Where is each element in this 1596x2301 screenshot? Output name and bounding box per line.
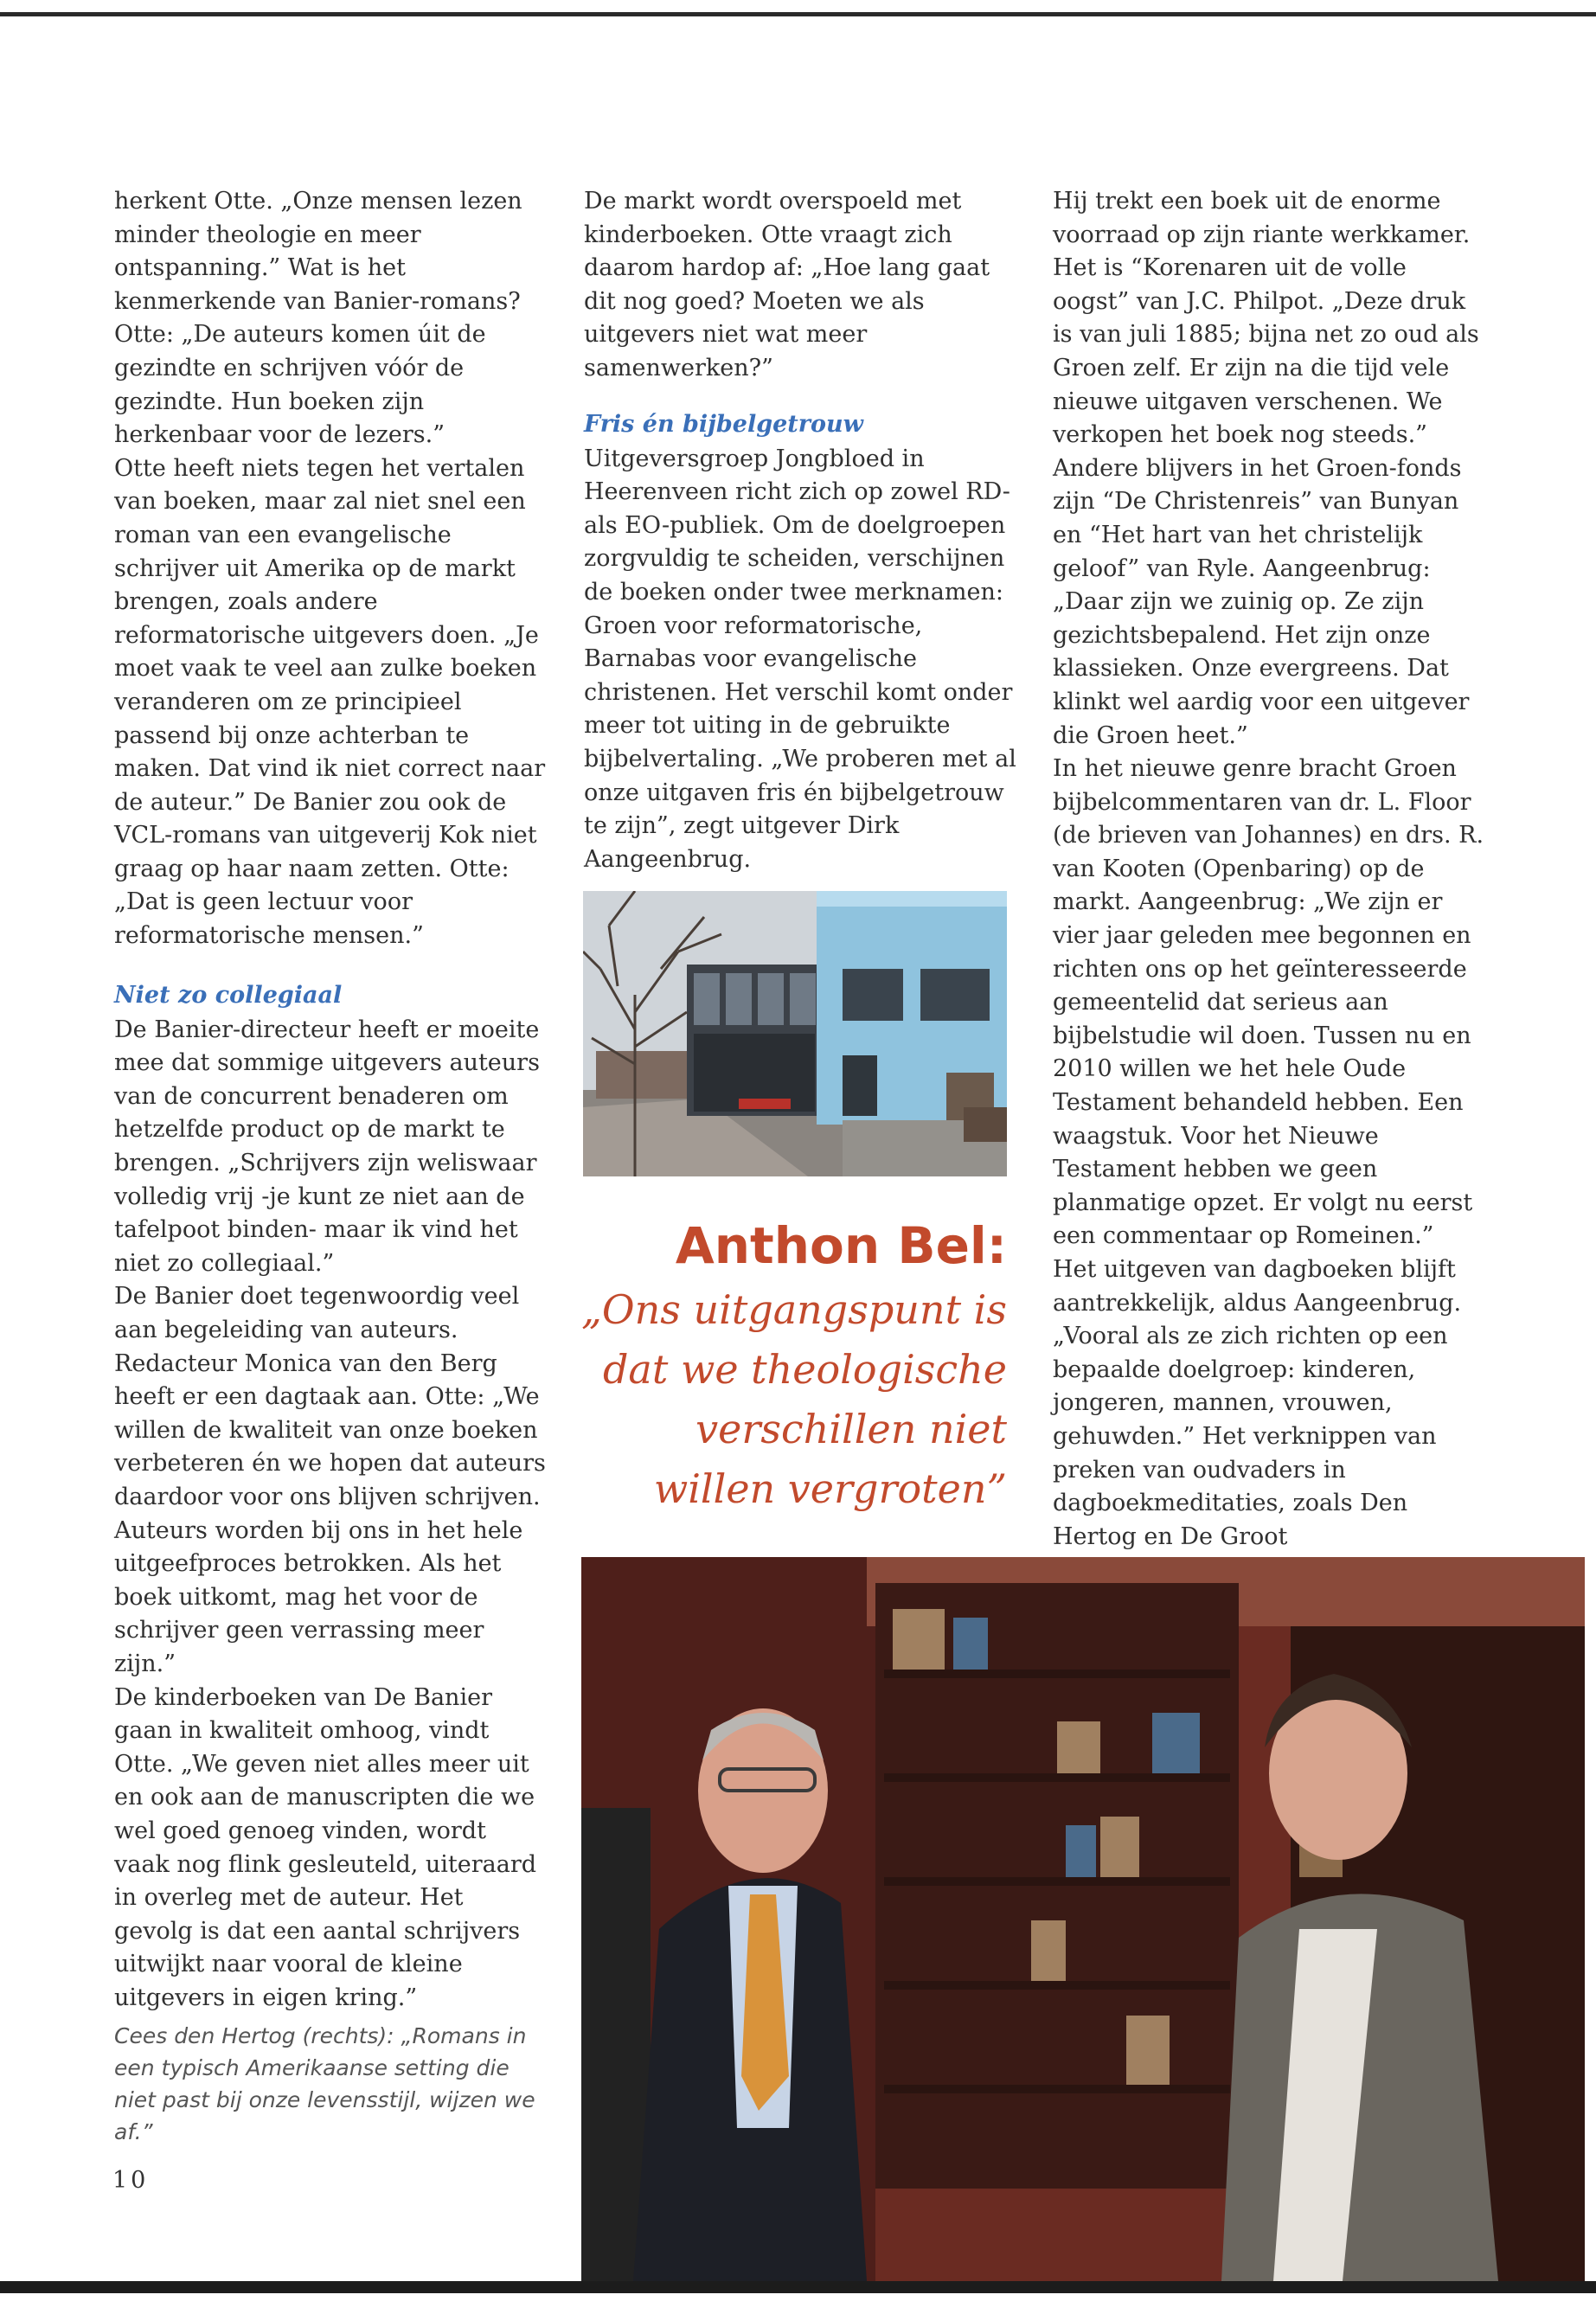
pull-quote-text: „Ons uitgangspunt is dat we theologische verschillen niet willen vergroten” <box>581 1286 1007 1512</box>
paragraph: Het uitgeven van dagboeken blijft aantrekkelijk, aldus Aangeenbrug. „Vooral als ze zich richten op een bepaalde doelgroep: kinderen, jongeren, mannen, vrouwen, gehuwden.” Het verknippen van preken van oudvaders in dagboekmeditaties, zoals Den Hertog en De Groot <box>1053 1256 1462 1550</box>
portrait-image <box>581 1557 1585 2281</box>
article-column-1 <box>114 185 547 2015</box>
paragraph: De markt wordt overspoeld met kinderboeken. Otte vraagt zich daarom hardop af: „Hoe lang gaat dit nog goed? Moeten we als uitgevers niet wat meer samenwerken?” <box>584 188 990 381</box>
paragraph: Uitgeversgroep Jongbloed in Heerenveen richt zich op zowel RD- als EO-publiek. Om de doelgroepen zorgvuldig te scheiden, verschijnen de boeken onder twee merknamen: Groen voor reformatorische, Barnabas voor evangelische christenen. Het verschil komt onder meer tot uiting in de gebruikte bijbelvertaling. „We proberen met al onze uitgaven fris én bijbelgetrouw te zijn”, zegt uitgever Dirk Aangeenbrug. <box>584 445 1016 873</box>
paragraph: De Banier doet tegenwoordig veel aan begeleiding van auteurs. Redacteur Monica van den Berg heeft er een dagtaak aan. Otte: „We willen de kwaliteit van onze boeken verbeteren én we hopen dat auteurs daardoor voor ons blijven schrijven. Auteurs worden bij ons in het hele uitgeefproces betrokken. Als het boek uitkomt, mag het voor de schrijver geen verrassing meer zijn.” <box>114 1283 546 1677</box>
top-rule <box>0 12 1596 16</box>
article-column-2 <box>584 185 1016 876</box>
page-number: 10 <box>112 2167 150 2194</box>
pull-quote-name: Anthon Bel: <box>675 1216 1007 1275</box>
bottom-rule <box>0 2281 1596 2293</box>
building-photo <box>583 891 1007 1176</box>
paragraph: herkent Otte. „Onze mensen lezen minder theologie en meer ontspanning.” Wat is het kenmerkende van Banier-romans? Otte: „De auteurs komen úit de gezindte en schrijven vóór de gezindte. Hun boeken zijn herkenbaar voor de lezers.” <box>114 188 522 449</box>
paragraph: Otte heeft niets tegen het vertalen van boeken, maar zal niet snel een roman van een evangelische schrijver uit Amerika op de markt brengen, zoals andere reformatorische uitgevers doen. „Je moet vaak te veel aan zulke boeken veranderen om ze principieel passend bij onze achterban te maken. Dat vind ik niet correct naar de auteur.” De Banier zou ook de VCL-romans van uitgeverij Kok niet graag op haar naam zetten. Otte: „Dat is geen lectuur voor reformatorische mensen.” <box>114 454 546 950</box>
section-heading: Fris én bijbelgetrouw <box>584 410 863 438</box>
article-column-3 <box>1053 185 1485 1554</box>
paragraph: De kinderboeken van De Banier gaan in kwaliteit omhoog, vindt Otte. „We geven niet alles meer uit en ook aan de manuscripten die we wel goed genoeg vinden, wordt vaak nog flink gesleuteld, uiteraard in overleg met de auteur. Het gevolg is dat een aantal schrijvers uitwijkt naar vooral de kleine uitgevers in eigen kring.” <box>114 1683 537 2011</box>
portrait-photo <box>581 1557 1585 2281</box>
building-image <box>583 891 1007 1176</box>
paragraph: Hij trekt een boek uit de enorme voorraad op zijn riante werkkamer. Het is “Korenaren uit de volle oogst” van J.C. Philpot. „Deze druk is van juli 1885; bijna net zo oud als Groen zelf. Er zijn na die tijd vele nieuwe uitgaven verschenen. We verkopen het boek nog steeds.” <box>1053 188 1479 449</box>
paragraph: Andere blijvers in het Groen-fonds zijn “De Christenreis” van Bunyan en “Het hart van het christelijk geloof” van Ryle. Aangeenbrug: „Daar zijn we zuinig op. Ze zijn gezichtsbepalend. Het zijn onze klassieken. Onze evergreens. Dat klinkt wel aardig voor een uitgever die Groen heet.” <box>1053 454 1470 749</box>
section-heading: Niet zo collegiaal <box>114 981 343 1009</box>
paragraph: De Banier-directeur heeft er moeite mee dat sommige uitgevers auteurs van de concurrent benaderen om hetzelfde product op de markt te brengen. „Schrijvers zijn weliswaar volledig vrij -je kunt ze niet aan de tafelpoot binden- maar ik vind het niet zo collegiaal.” <box>114 1016 540 1277</box>
paragraph: In het nieuwe genre bracht Groen bijbelcommentaren van dr. L. Floor (de brieven van Johannes) en drs. R. van Kooten (Openbaring) op de markt. Aangeenbrug: „We zijn er vier jaar geleden mee begonnen en richten ons op het geïnteresseerde gemeentelid dat serieus aan bijbelstudie wil doen. Tussen nu en 2010 willen we het hele Oude Testament behandeld hebben. Een waagstuk. Voor het Nieuwe Testament hebben we geen planmatige opzet. Er volgt nu eerst een commentaar op Romeinen.” <box>1053 755 1484 1250</box>
photo-caption: Cees den Hertog (rechts): „Romans in een typisch Amerikaanse setting die niet past bij onze levensstijl, wijzen we af.” <box>114 2023 535 2144</box>
